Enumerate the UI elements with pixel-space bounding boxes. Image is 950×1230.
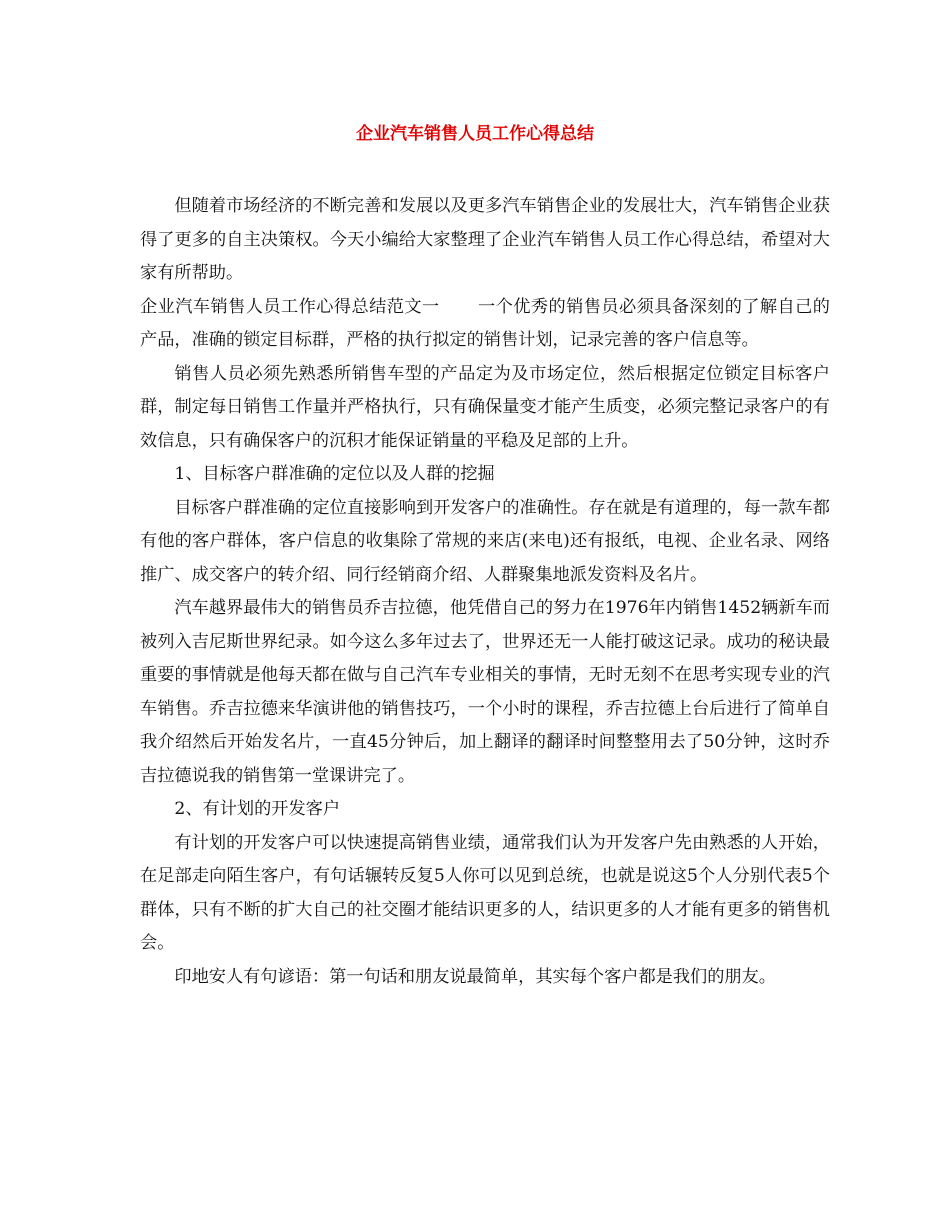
page-title: 企业汽车销售人员工作心得总结 [356, 124, 594, 144]
paragraph-target-customers: 目标客户群准确的定位直接影响到开发客户的准确性。存在就是有道理的，每一款车都有他的客户群体，客户信息的收集除了常规的来店(来电)还有报纸，电视、企业名录、网络推广、成交客户的转介绍、同行经销商介绍、人群聚集地派发资料及名片。 [140, 497, 830, 585]
paragraph-positioning: 销售人员必须先熟悉所销售车型的产品定为及市场定位，然后根据定位锁定目标客户群，制定每日销售工作量并严格执行，只有确保量变才能产生质变，必须完整记录客户的有效信息，只有确保客户的沉积才能保证销量的平稳及足部的上升。 [140, 363, 830, 451]
section-heading: 企业汽车销售人员工作心得总结范文一 [140, 296, 440, 317]
subheading-target-customers: 1、目标客户群准确的定位以及人群的挖掘 [174, 464, 495, 484]
paragraph-sample-one [140, 291, 830, 358]
paragraph-intro: 但随着市场经济的不断完善和发展以及更多汽车销售企业的发展壮大，汽车销售企业获得了更多的自主决策权。今天小编给大家整理了企业汽车销售人员工作心得总结，希望对大家有所帮助。 [140, 196, 830, 283]
paragraph-sample-one-text: 一个优秀的销售员必须具备深刻的了解自己的产品，准确的锁定目标群，严格的执行拟定的销售计划，记录完善的客户信息等。 [140, 296, 830, 350]
paragraph-proverb: 印地安人有句谚语：第一句话和朋友说最简单，其实每个客户都是我们的朋友。 [174, 966, 776, 987]
document-body [140, 190, 830, 994]
paragraph-joe-girard: 汽车越界最伟大的销售员乔吉拉德，他凭借自己的努力在1976年内销售1452辆新车而被列入吉尼斯世界纪录。如今这么多年过去了，世界还无一人能打破这记录。成功的秘诀最重要的事情就是他每天都在做与自己汽车专业相关的事情，无时无刻不在思考实现专业的汽车销售。乔吉拉德来华演讲他的销售技巧，一个小时的课程，乔吉拉德上台后进行了简单自我介绍然后开始发名片，一直45分钟后，加上翻译的翻译时间整整用去了50分钟，这时乔吉拉德说我的销售第一堂课讲完了。 [140, 598, 830, 786]
subheading-planned-development: 2、有计划的开发客户 [174, 799, 341, 819]
paragraph-planned-development: 有计划的开发客户可以快速提高销售业绩，通常我们认为开发客户先由熟悉的人开始，在足部走向陌生客户，有句话辗转反复5人你可以见到总统，也就是说这5个人分别代表5个群体，只有不断的扩大自己的社交圈才能结识更多的人，结识更多的人才能有更多的销售机会。 [140, 832, 830, 953]
